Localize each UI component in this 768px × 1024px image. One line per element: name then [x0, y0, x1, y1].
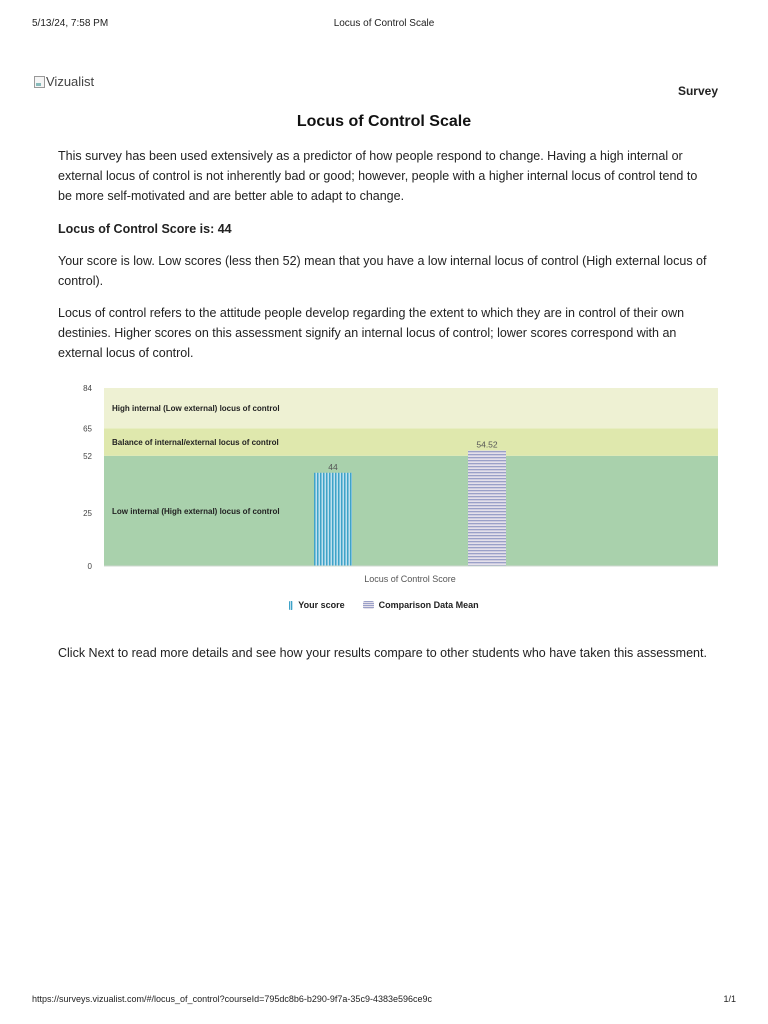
- score-line: Locus of Control Score is: 44: [58, 222, 232, 236]
- y-tick-label: 0: [87, 562, 92, 571]
- bar-comparison-mean[interactable]: [468, 450, 506, 566]
- page-title: Locus of Control Scale: [296, 113, 472, 130]
- bar-data-label: 54.52: [476, 439, 498, 450]
- print-footer: [32, 994, 736, 1008]
- y-tick-label: 25: [83, 509, 92, 519]
- y-tick-label: 65: [83, 424, 92, 434]
- band-label: High internal (Low external) locus of control: [112, 404, 280, 414]
- bar-your-score[interactable]: [314, 473, 352, 566]
- legend-item-your-score[interactable]: [289, 600, 344, 610]
- bar-data-label: 44: [328, 461, 338, 472]
- locus-of-control-chart: [62, 376, 732, 626]
- vizualist-logo[interactable]: [34, 74, 94, 89]
- chart-bands: [104, 388, 718, 566]
- logo-alt-text: Vizualist: [46, 74, 95, 89]
- explanation-paragraph: Locus of control refers to the attitude people develop regarding the extent to which they are in control of their own destinies. Higher scores on this assessment signify an internal locus of control; lower scores correspond with an external locus of control.: [58, 306, 685, 360]
- y-tick-label: 84: [83, 384, 92, 393]
- print-header: [32, 18, 736, 32]
- print-datetime: 5/13/24, 7:58 PM: [32, 18, 109, 29]
- your-score-swatch-icon: [289, 601, 293, 610]
- print-url: https://surveys.vizualist.com/#/locus_of_control?courseId=795dc8b6-b290-9f7a-35c9-4383e596ce9c: [32, 994, 432, 1004]
- y-axis: [83, 384, 92, 571]
- legend-label: Comparison Data Mean: [378, 600, 479, 610]
- chart-svg: [62, 376, 732, 596]
- chart-legend: [0, 600, 768, 610]
- legend-label: Your score: [298, 600, 345, 610]
- broken-image-icon: [34, 76, 45, 88]
- nav-survey-link[interactable]: Survey: [677, 84, 718, 98]
- print-doc-title: Locus of Control Scale: [333, 18, 435, 29]
- print-page-number: 1/1: [723, 994, 736, 1004]
- band-label: Low internal (High external) locus of control: [112, 506, 280, 516]
- score-interpretation: Your score is low. Low scores (less then 52) mean that you have a low internal locus of control (High external locus of control).: [58, 254, 707, 288]
- legend-item-comparison-mean[interactable]: [363, 600, 479, 610]
- y-tick-label: 52: [83, 451, 92, 461]
- band-label: Balance of internal/external locus of control: [112, 438, 279, 448]
- comparison-swatch-icon: [363, 601, 374, 609]
- x-axis-label: Locus of Control Score: [364, 574, 456, 584]
- closing-paragraph: Click Next to read more details and see how your results compare to other students who have taken this assessment.: [58, 646, 707, 660]
- intro-paragraph: This survey has been used extensively as a predictor of how people respond to change. Having a high internal or external locus of control is not inherently bad or good; however, people with a higher internal locus of control tend to be more self-motivated and are better able to adapt to change.: [58, 149, 698, 203]
